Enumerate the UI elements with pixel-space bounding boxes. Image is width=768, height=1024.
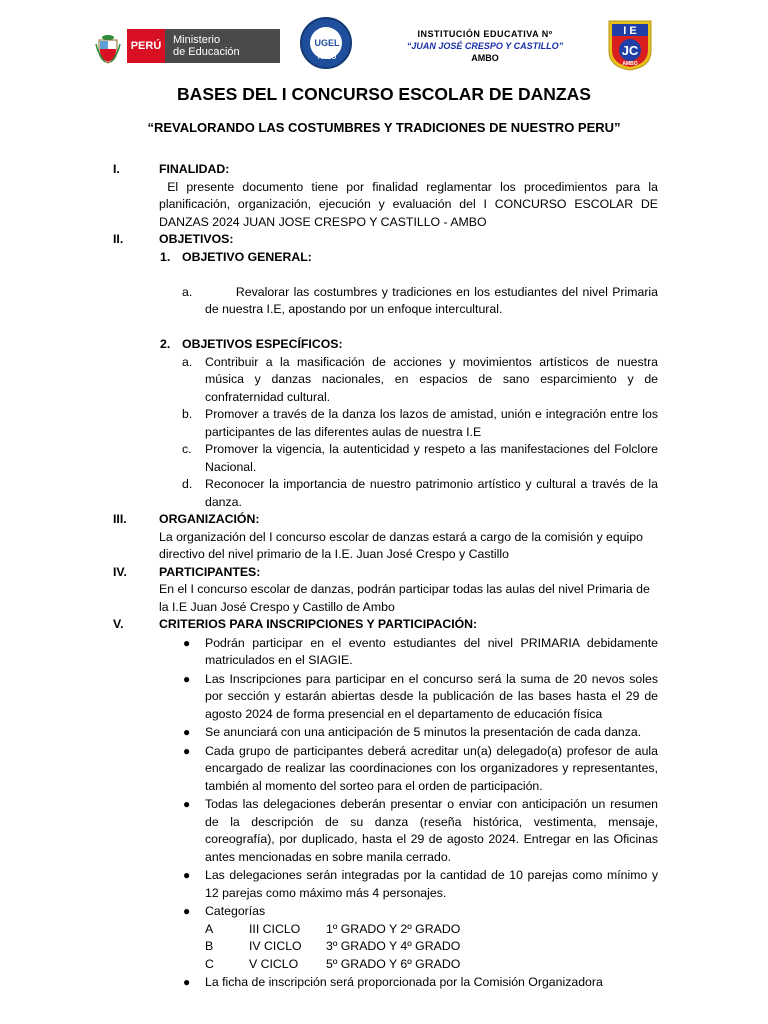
bullet-item [0,796,768,866]
bullet-icon: ● [183,671,191,686]
national-shield-icon [95,34,121,64]
bullet-icon: ● [183,797,191,811]
section-objetivos-heading [0,231,768,249]
bullet-text: Las delegaciones serán integradas por la cantidad de 10 parejas como mínimo y 12 parejas como máximo más 4 personajes. [205,868,658,900]
bullet-icon: ● [183,975,191,989]
objetivos-especificos-heading [0,336,768,354]
item-letter: c. [182,442,192,456]
list-item [0,441,768,476]
bullet-text: Categorías [205,904,266,918]
bullet-item [0,867,768,902]
ie-jc: JC [621,43,639,58]
peru-label: PERÚ [127,29,165,63]
bullet-icon: ● [183,868,191,882]
categoria-letter: C [205,956,214,971]
section-organizacion-heading [0,511,768,529]
item-letter: a. [182,284,193,299]
participantes-text: En el I concurso escolar de danzas, podrán participar todas las aulas del nivel Primaria de la I.E Juan José Crespo y Castillo de Ambo [159,582,650,614]
ministerio-line2: de Educación [173,46,240,58]
bullet-item [0,903,768,921]
organizacion-text: La organización del I concurso escolar de danzas estará a cargo de la comisión y equipo directivo del nivel primario de la I.E. Juan José Crespo y Castillo [159,529,643,561]
ie-school-crest-icon [607,19,653,71]
bullet-text: Cada grupo de participantes deberá acreditar un(a) delegado(a) profesor de aula encargado de realizar las coordinaciones con los organizadores y representantes, también al momento del sorteo para el orden de participación. [205,743,658,793]
categoria-row [0,956,768,974]
subsection-number: 1. [160,249,171,264]
item-letter: b. [182,407,193,421]
section-number: V. [113,617,124,631]
bullet-item [0,974,768,992]
list-item [0,476,768,511]
section-criterios-heading [0,616,768,634]
ie-ambo: AMBO [622,61,638,67]
bullet-icon: ● [183,635,191,650]
institution-name-block [360,29,610,63]
categoria-letter: A [205,921,214,936]
bullet-icon: ● [183,904,191,918]
categoria-ciclo: V CICLO [249,956,299,971]
section-number: III. [113,512,127,526]
item-text: Promover a través de la danza los lazos de amistad, unión e integración entre los participantes de las diferentes aulas de nuestra I.E [205,407,658,439]
document-body [0,161,768,992]
section-number: IV. [113,564,127,579]
categoria-letter: B [205,939,214,953]
objetivo-general-heading [0,249,768,267]
section-title: ORGANIZACIÓN: [159,512,260,526]
item-text: Reconocer la importancia de nuestro patrimonio artístico y cultural a través de la danza. [205,477,658,509]
document-subtitle: “REVALORANDO LAS COSTUMBRES Y TRADICIONES DE NUESTRO PERU” [147,120,621,135]
ministerio-educacion-logo [127,29,280,63]
list-item [0,354,768,407]
categoria-row [0,921,768,939]
bullet-icon: ● [183,743,191,758]
bullet-icon: ● [183,725,191,739]
document-title: BASES DEL I CONCURSO ESCOLAR DE DANZAS [177,84,591,104]
bullet-text: Podrán participar en el evento estudiantes del nivel PRIMARIA debidamente matriculados en el SIAGIE. [205,635,658,667]
bullet-text: Se anunciará con una anticipación de 5 minutos la presentación de cada danza. [205,725,642,739]
finalidad-text: El presente documento tiene por finalidad reglamentar los procedimientos para la planificación, organización, ejecución y evaluación del I CONCURSO ESCOLAR DE DANZAS 2024 JUAN JOSE CRESPO Y CASTILLO - AMBO [159,179,662,229]
categoria-grados: 5º GRADO Y 6º GRADO [326,956,461,971]
section-title: PARTICIPANTES: [159,564,261,579]
bullet-item [0,743,768,796]
section-title: CRITERIOS PARA INSCRIPCIONES Y PARTICIPACIÓN: [159,617,478,631]
categoria-row [0,938,768,956]
bullet-text: Todas las delegaciones deberán presentar o enviar con anticipación un resumen de la descripción de su danza (reseña histórica, vestimenta, mensaje, coreografía), por duplicado, hasta el 29 de agosto 2024. Entregar en las Oficinas antes mencionadas en sobre manila cerrado. [205,797,658,864]
ministerio-label [165,29,280,63]
item-text: Revalorar las costumbres y tradiciones en los estudiantes del nivel Primaria de nuestra I.E, apostando por un enfoque intercultural. [205,284,662,316]
section-number: I. [113,162,120,176]
section-finalidad-heading [0,161,768,179]
ie-letters: I E [623,25,637,37]
document-header [0,0,768,80]
item-letter: a. [182,354,193,369]
institution-line1: INSTITUCIÓN EDUCATIVA Nº [417,29,553,39]
ugel-ambo-logo [300,17,352,69]
subsection-title: OBJETIVOS ESPECÍFICOS: [182,337,343,351]
section-number: II. [113,232,124,246]
subsection-title: OBJETIVO GENERAL: [182,249,312,264]
list-item [0,266,768,336]
ugel-label: UGEL [314,38,340,48]
section-title: FINALIDAD: [159,162,230,176]
bullet-text: Las Inscripciones para participar en el concurso será la suma de 20 nevos soles por sección y estarán abiertas desde la publicación de las bases hasta el 29 de agosto 2024 de forma presencial en el departamento de educación física [205,671,658,721]
list-item [0,406,768,441]
categoria-ciclo: III CICLO [249,921,301,936]
item-text: Promover la vigencia, la autenticidad y respeto a las manifestaciones del Folclore Nacional. [205,442,658,474]
item-text: Contribuir a la masificación de acciones y movimientos artísticos de nuestra música y danzas nacionales, en espacios de sano esparcimiento y de confraternidad cultural. [205,354,658,404]
categoria-grados: 3º GRADO Y 4º GRADO [326,939,461,953]
institution-line2: “JUAN JOSÉ CRESPO Y CASTILLO” [406,41,564,51]
categoria-ciclo: IV CICLO [249,939,302,953]
section-title: OBJETIVOS: [159,232,234,246]
subsection-number: 2. [160,337,171,351]
bullet-item [0,635,768,670]
section-participantes-heading [0,564,768,582]
item-letter: d. [182,477,193,491]
categoria-grados: 1º GRADO Y 2º GRADO [326,921,461,936]
bullet-item [0,724,768,742]
ugel-sub-label: AMBO [317,55,337,61]
bullet-item [0,671,768,724]
institution-line3: AMBO [471,53,499,63]
ministerio-line1: Ministerio [173,34,221,46]
bullet-text: La ficha de inscripción será proporcionada por la Comisión Organizadora [205,975,603,989]
